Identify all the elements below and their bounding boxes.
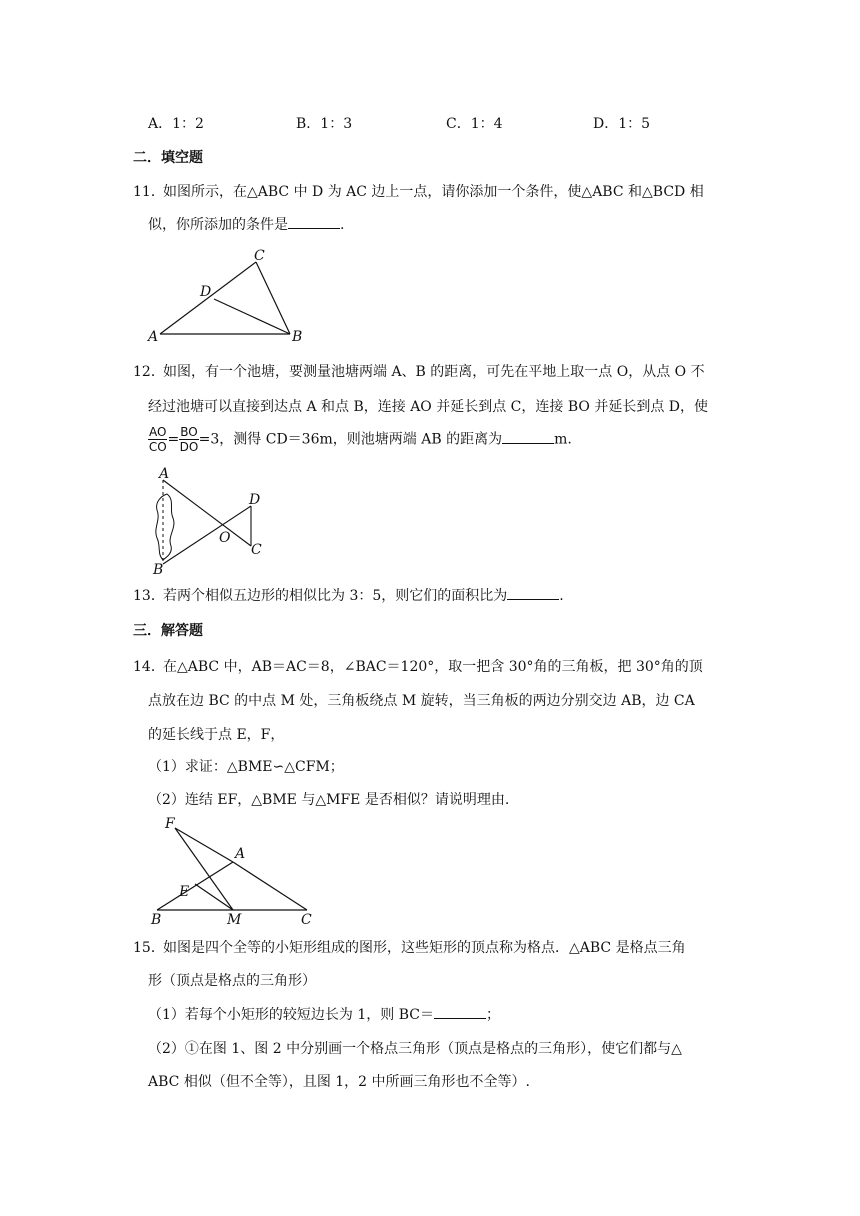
option-c: C．1：4 [446, 116, 503, 132]
q11-answer-blank [288, 216, 340, 229]
q15-number: 15． [133, 940, 165, 956]
q12-line1: 如图，有一个池塘，要测量池塘两端 A、B 的距离，可先在平地上取一点 O，从点 O 不 [163, 364, 705, 380]
q14-label-a: A [235, 846, 246, 862]
q12-answer-blank [502, 431, 554, 444]
section-solve-heading: 三．解答题 [133, 623, 203, 639]
q12-label-b: B [153, 562, 164, 578]
q12-line3-text: =3，测得 CD＝36m，则池塘两端 AB 的距离为 [198, 431, 503, 448]
q12-line-bd [163, 506, 251, 564]
q14-figure [145, 814, 325, 926]
q11-edge-db [214, 299, 290, 334]
q12-frac2-numerator: BO [180, 425, 198, 439]
q12-label-d: D [249, 492, 261, 508]
q11-line2-end: . [340, 217, 345, 233]
q15-answer-blank [434, 1006, 486, 1019]
q14-label-b: B [151, 912, 162, 926]
q11-line2 [148, 214, 344, 234]
q14-sub2: （2）连结 EF，△BME 与△MFE 是否相似？请说明理由. [148, 792, 510, 808]
q13-answer-blank [507, 587, 559, 600]
q15-sub1-text: （1）若每个小矩形的较短边长为 1，则 BC＝ [148, 1007, 434, 1023]
q14-label-m: M [227, 912, 242, 926]
q15-sub2-line2: ABC 相似（但不全等），且图 1，2 中所画三角形也不全等）. [148, 1074, 530, 1090]
q11-label-b: B [292, 329, 303, 345]
q12-frac1-denominator: CO [148, 440, 167, 454]
q14-sub1: （1）求证：△BME∽△CFM； [148, 759, 344, 775]
q14-edge-ac [233, 862, 307, 910]
q15-line1: 如图是四个全等的小矩形组成的图形，这些矩形的顶点称为格点．△ABC 是格点三角 [163, 940, 686, 956]
q15-sub2-line1: （2）①在图 1、图 2 中分别画一个格点三角形（顶点是格点的三角形），使它们都与△ [148, 1041, 682, 1057]
option-b: B．1：3 [296, 116, 353, 132]
q12-label-a: A [159, 466, 170, 482]
q12-label-c: C [251, 542, 262, 558]
option-d: D．1：5 [593, 116, 651, 132]
q12-frac2-denominator: DO [179, 440, 199, 454]
q15-sub1 [148, 1004, 500, 1024]
q11-figure [140, 244, 320, 349]
q13-end: . [559, 588, 564, 604]
q11-edge-cb [256, 262, 290, 334]
q12-frac1-numerator: AO [149, 425, 167, 439]
q11-line2-text: 似，你所添加的条件是 [148, 217, 288, 233]
q12-label-o: O [219, 530, 231, 546]
option-a: A．1：2 [148, 116, 204, 132]
q14-label-e: E [179, 884, 190, 900]
q14-extension-af [175, 828, 233, 862]
q11-line1: 如图所示，在△ABC 中 D 为 AC 边上一点，请你添加一个条件，使△ABC 和△BCD 相 [163, 184, 704, 200]
q15-sub1-end: ； [485, 1007, 500, 1023]
q14-label-c: C [301, 912, 312, 926]
q14-line3: 的延长线于点 E，F， [148, 727, 285, 743]
q11-number: 11． [133, 184, 165, 200]
q14-line2: 点放在边 BC 的中点 M 处，三角板绕点 M 旋转，当三角板的两边分别交边 AB，边 CA [148, 693, 695, 709]
q14-line1: 在△ABC 中，AB＝AC＝8，∠BAC＝120°，取一把含 30°角的三角板，把 30°角的顶 [163, 659, 703, 675]
q14-segment-em [195, 884, 233, 910]
q14-number: 14． [133, 659, 165, 675]
q12-figure [145, 466, 275, 578]
q13-text: 若两个相似五边形的相似比为 3：5，则它们的面积比为 [163, 588, 508, 604]
q12-fraction-ao-co [148, 425, 167, 454]
q12-equals: = [167, 431, 180, 448]
q12-pond-shape [156, 494, 174, 560]
q13-number: 13． [133, 588, 165, 604]
q12-number: 12． [133, 364, 165, 380]
q12-line3 [148, 425, 572, 454]
q12-fraction-bo-do [179, 425, 198, 454]
q15-line2: 形（顶点是格点的三角形） [148, 973, 316, 989]
q11-label-c: C [254, 248, 265, 264]
q12-line3-end: m. [554, 431, 572, 448]
q11-label-d: D [200, 284, 212, 300]
q13-line1 [163, 585, 564, 605]
q11-label-a: A [148, 329, 159, 345]
q12-line2: 经过池塘可以直接到达点 A 和点 B，连接 AO 并延长到点 C，连接 BO 并延长到点 D，使 [148, 399, 708, 415]
q12-line-ac [163, 480, 251, 546]
q14-label-f: F [165, 816, 175, 832]
section-fill-blank-heading: 二．填空题 [133, 150, 203, 166]
